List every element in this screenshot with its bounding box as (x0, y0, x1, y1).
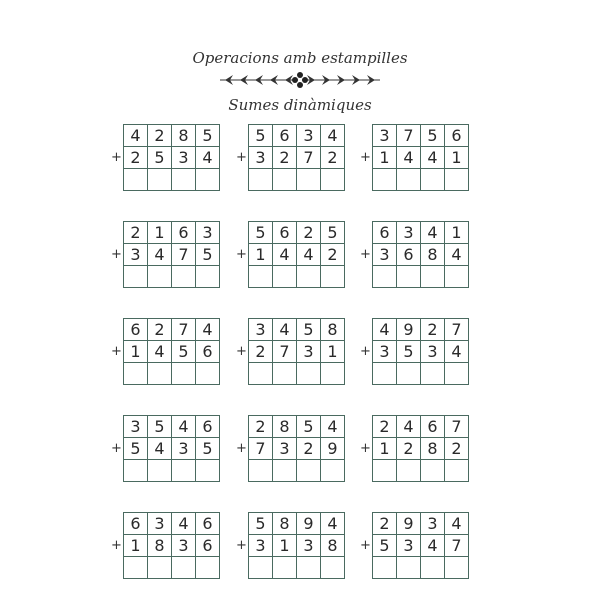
digit-cell: 6 (124, 513, 148, 535)
digit-cell: 2 (445, 438, 469, 460)
digit-cell: 4 (172, 513, 196, 535)
digit-cell: 4 (421, 222, 445, 244)
answer-cell[interactable] (124, 363, 148, 385)
plus-sign: + (236, 344, 247, 359)
digit-cell: 4 (124, 125, 148, 147)
digit-cell: 5 (249, 125, 273, 147)
digit-cell: 4 (321, 513, 345, 535)
digit-cell: 5 (297, 416, 321, 438)
digit-cell: 5 (196, 438, 220, 460)
digit-cell: 3 (297, 535, 321, 557)
digit-cell: 2 (321, 147, 345, 169)
plus-sign: + (360, 441, 371, 456)
digit-cell: 5 (124, 438, 148, 460)
answer-cell[interactable] (196, 169, 220, 191)
digit-cell: 2 (297, 222, 321, 244)
plus-sign: + (360, 247, 371, 262)
answer-cell[interactable] (148, 557, 172, 579)
digit-cell: 2 (124, 222, 148, 244)
answer-cell[interactable] (397, 557, 421, 579)
digit-cell: 1 (124, 535, 148, 557)
page-subtitle: Sumes dinàmiques (228, 96, 372, 114)
answer-cell[interactable] (421, 266, 445, 288)
answer-cell[interactable] (124, 169, 148, 191)
answer-cell[interactable] (445, 363, 469, 385)
digit-cell: 4 (445, 341, 469, 363)
answer-cell[interactable] (321, 460, 345, 482)
digit-cell: 7 (297, 147, 321, 169)
digit-cell: 3 (124, 416, 148, 438)
digit-cell: 4 (397, 416, 421, 438)
answer-cell[interactable] (297, 266, 321, 288)
digit-cell: 5 (397, 341, 421, 363)
digit-cell: 8 (321, 319, 345, 341)
answer-cell[interactable] (373, 363, 397, 385)
answer-cell[interactable] (124, 266, 148, 288)
answer-cell[interactable] (273, 266, 297, 288)
digit-cell: 7 (445, 319, 469, 341)
digit-cell: 8 (421, 244, 445, 266)
digit-cell: 4 (397, 147, 421, 169)
digit-cell: 9 (297, 513, 321, 535)
digit-cell: 4 (148, 244, 172, 266)
addition-grid (248, 512, 345, 579)
addition-grid (372, 221, 469, 288)
answer-cell[interactable] (321, 557, 345, 579)
digit-cell: 4 (273, 319, 297, 341)
digit-cell: 1 (445, 147, 469, 169)
digit-cell: 2 (397, 438, 421, 460)
answer-cell[interactable] (148, 169, 172, 191)
digit-cell: 6 (124, 319, 148, 341)
plus-sign: + (236, 538, 247, 553)
plus-sign: + (236, 247, 247, 262)
answer-cell[interactable] (196, 460, 220, 482)
digit-cell: 5 (373, 535, 397, 557)
plus-sign: + (236, 150, 247, 165)
digit-cell: 8 (273, 513, 297, 535)
plus-sign: + (360, 538, 371, 553)
digit-cell: 3 (421, 341, 445, 363)
digit-cell: 4 (373, 319, 397, 341)
answer-cell[interactable] (421, 557, 445, 579)
digit-cell: 4 (172, 416, 196, 438)
digit-cell: 2 (148, 125, 172, 147)
answer-cell[interactable] (273, 363, 297, 385)
digit-cell: 6 (196, 416, 220, 438)
plus-sign: + (360, 150, 371, 165)
answer-cell[interactable] (321, 169, 345, 191)
digit-cell: 4 (148, 438, 172, 460)
answer-cell[interactable] (445, 460, 469, 482)
digit-cell: 4 (445, 513, 469, 535)
digit-cell: 5 (249, 513, 273, 535)
addition-grid (123, 415, 220, 482)
digit-cell: 5 (172, 341, 196, 363)
digit-cell: 5 (196, 125, 220, 147)
digit-cell: 5 (148, 147, 172, 169)
addition-grid (123, 124, 220, 191)
answer-cell[interactable] (249, 266, 273, 288)
digit-cell: 4 (321, 125, 345, 147)
digit-cell: 9 (321, 438, 345, 460)
digit-cell: 3 (172, 438, 196, 460)
answer-cell[interactable] (297, 460, 321, 482)
digit-cell: 1 (273, 535, 297, 557)
digit-cell: 4 (321, 416, 345, 438)
answer-cell[interactable] (445, 557, 469, 579)
answer-cell[interactable] (297, 557, 321, 579)
addition-grid (123, 318, 220, 385)
plus-sign: + (111, 441, 122, 456)
answer-cell[interactable] (124, 557, 148, 579)
answer-cell[interactable] (373, 169, 397, 191)
digit-cell: 3 (397, 535, 421, 557)
digit-cell: 3 (172, 535, 196, 557)
digit-cell: 8 (321, 535, 345, 557)
digit-cell: 2 (124, 147, 148, 169)
digit-cell: 4 (148, 341, 172, 363)
plus-sign: + (360, 344, 371, 359)
digit-cell: 6 (397, 244, 421, 266)
digit-cell: 6 (373, 222, 397, 244)
answer-cell[interactable] (249, 363, 273, 385)
digit-cell: 6 (445, 125, 469, 147)
digit-cell: 5 (148, 416, 172, 438)
answer-cell[interactable] (249, 169, 273, 191)
digit-cell: 3 (397, 222, 421, 244)
digit-cell: 3 (373, 341, 397, 363)
digit-cell: 7 (273, 341, 297, 363)
digit-cell: 5 (249, 222, 273, 244)
digit-cell: 3 (196, 222, 220, 244)
answer-cell[interactable] (297, 363, 321, 385)
answer-cell[interactable] (196, 557, 220, 579)
digit-cell: 1 (249, 244, 273, 266)
answer-cell[interactable] (373, 557, 397, 579)
digit-cell: 1 (148, 222, 172, 244)
addition-grid (372, 415, 469, 482)
digit-cell: 4 (445, 244, 469, 266)
digit-cell: 8 (421, 438, 445, 460)
answer-cell[interactable] (373, 266, 397, 288)
digit-cell: 2 (249, 341, 273, 363)
digit-cell: 3 (373, 125, 397, 147)
addition-grid (248, 415, 345, 482)
digit-cell: 2 (273, 147, 297, 169)
flower-icon (292, 72, 308, 88)
addition-grid (123, 512, 220, 579)
answer-cell[interactable] (196, 266, 220, 288)
digit-cell: 4 (273, 244, 297, 266)
digit-cell: 4 (421, 535, 445, 557)
digit-cell: 8 (273, 416, 297, 438)
digit-cell: 5 (297, 319, 321, 341)
digit-cell: 3 (373, 244, 397, 266)
digit-cell: 1 (373, 438, 397, 460)
answer-cell[interactable] (124, 460, 148, 482)
answer-cell[interactable] (273, 557, 297, 579)
digit-cell: 3 (172, 147, 196, 169)
digit-cell: 6 (196, 341, 220, 363)
digit-cell: 7 (172, 244, 196, 266)
digit-cell: 6 (273, 222, 297, 244)
digit-cell: 7 (172, 319, 196, 341)
digit-cell: 2 (297, 438, 321, 460)
answer-cell[interactable] (273, 169, 297, 191)
plus-sign: + (111, 150, 122, 165)
addition-grid (248, 221, 345, 288)
answer-cell[interactable] (148, 460, 172, 482)
answer-cell[interactable] (321, 363, 345, 385)
digit-cell: 2 (421, 319, 445, 341)
digit-cell: 2 (148, 319, 172, 341)
digit-cell: 3 (148, 513, 172, 535)
answer-cell[interactable] (373, 460, 397, 482)
answer-cell[interactable] (297, 169, 321, 191)
page-title: Operacions amb estampilles (192, 49, 408, 67)
digit-cell: 1 (124, 341, 148, 363)
answer-cell[interactable] (249, 557, 273, 579)
digit-cell: 6 (421, 416, 445, 438)
digit-cell: 6 (172, 222, 196, 244)
answer-cell[interactable] (321, 266, 345, 288)
answer-cell[interactable] (172, 266, 196, 288)
digit-cell: 4 (196, 319, 220, 341)
digit-cell: 7 (397, 125, 421, 147)
digit-cell: 7 (249, 438, 273, 460)
digit-cell: 7 (445, 416, 469, 438)
plus-sign: + (236, 441, 247, 456)
digit-cell: 1 (373, 147, 397, 169)
answer-cell[interactable] (196, 363, 220, 385)
answer-cell[interactable] (397, 169, 421, 191)
digit-cell: 4 (297, 244, 321, 266)
digit-cell: 3 (249, 147, 273, 169)
addition-grid (372, 318, 469, 385)
answer-cell[interactable] (397, 266, 421, 288)
answer-cell[interactable] (172, 169, 196, 191)
addition-grid (248, 124, 345, 191)
answer-cell[interactable] (273, 460, 297, 482)
digit-cell: 3 (124, 244, 148, 266)
addition-grid (372, 512, 469, 579)
plus-sign: + (111, 344, 122, 359)
answer-cell[interactable] (172, 460, 196, 482)
answer-cell[interactable] (421, 460, 445, 482)
answer-cell[interactable] (397, 363, 421, 385)
answer-cell[interactable] (445, 266, 469, 288)
digit-cell: 2 (249, 416, 273, 438)
digit-cell: 2 (373, 416, 397, 438)
digit-cell: 5 (196, 244, 220, 266)
answer-cell[interactable] (172, 363, 196, 385)
answer-cell[interactable] (249, 460, 273, 482)
answer-cell[interactable] (421, 363, 445, 385)
decorative-divider (215, 70, 385, 90)
answer-cell[interactable] (148, 363, 172, 385)
digit-cell: 7 (445, 535, 469, 557)
addition-grid (372, 124, 469, 191)
digit-cell: 3 (297, 341, 321, 363)
digit-cell: 6 (196, 513, 220, 535)
digit-cell: 6 (196, 535, 220, 557)
answer-cell[interactable] (397, 460, 421, 482)
addition-grid (123, 221, 220, 288)
digit-cell: 8 (148, 535, 172, 557)
digit-cell: 3 (273, 438, 297, 460)
digit-cell: 8 (172, 125, 196, 147)
digit-cell: 5 (421, 125, 445, 147)
digit-cell: 3 (249, 319, 273, 341)
plus-sign: + (111, 538, 122, 553)
answer-cell[interactable] (172, 557, 196, 579)
digit-cell: 3 (249, 535, 273, 557)
answer-cell[interactable] (421, 169, 445, 191)
digit-cell: 3 (421, 513, 445, 535)
digit-cell: 1 (445, 222, 469, 244)
digit-cell: 4 (196, 147, 220, 169)
answer-cell[interactable] (445, 169, 469, 191)
digit-cell: 6 (273, 125, 297, 147)
digit-cell: 5 (321, 222, 345, 244)
digit-cell: 4 (421, 147, 445, 169)
digit-cell: 9 (397, 319, 421, 341)
digit-cell: 2 (321, 244, 345, 266)
digit-cell: 1 (321, 341, 345, 363)
addition-grid (248, 318, 345, 385)
digit-cell: 2 (373, 513, 397, 535)
digit-cell: 3 (297, 125, 321, 147)
answer-cell[interactable] (148, 266, 172, 288)
plus-sign: + (111, 247, 122, 262)
digit-cell: 9 (397, 513, 421, 535)
